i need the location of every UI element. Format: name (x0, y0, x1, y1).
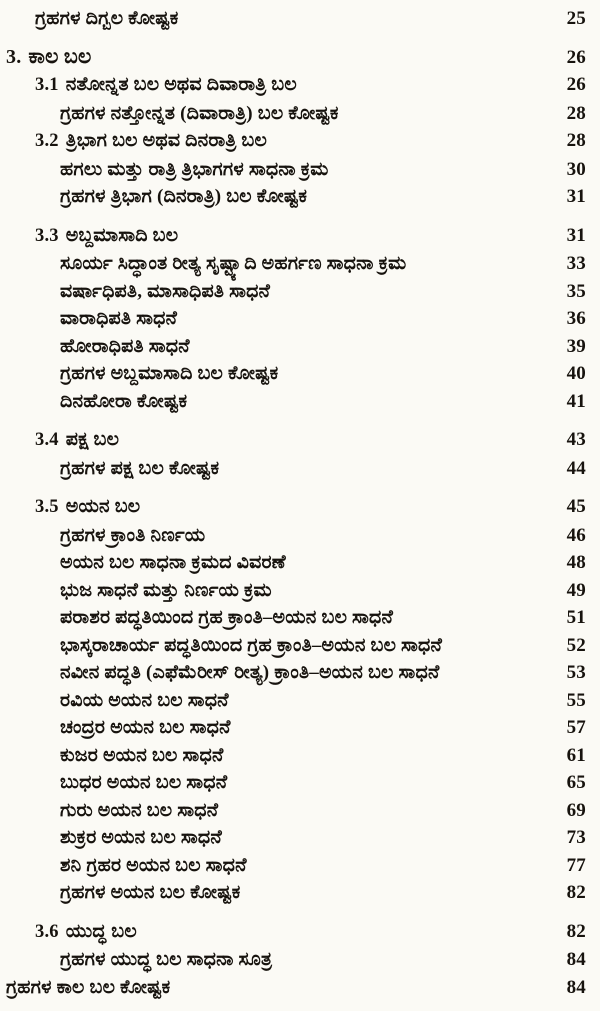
toc-item-number: 3.2 (35, 131, 59, 151)
toc-row (4, 222, 586, 251)
toc-item-label: ಕಾಲ ಬಲ (28, 45, 92, 68)
toc-item-label: ತ್ರಿಭಾಗ ಬಲ ಅಥವ ದಿನರಾತ್ರಿ ಬಲ (65, 130, 267, 151)
toc-row (4, 824, 586, 852)
toc-item-label: ಅಯನ ಬಲ (65, 496, 141, 517)
toc-row (4, 879, 586, 907)
toc-item-number: 3.3 (35, 225, 59, 246)
toc-row (4, 742, 586, 770)
toc-row (4, 360, 586, 388)
toc-item-label: ಭಾಸ್ಕರಾಚಾರ್ಯ ಪದ್ಧತಿಯಿಂದ ಗ್ರಹ ಕ್ರಾಂತಿ–ಅಯನ ಬಲ ಸಾಧನೆ (60, 634, 443, 656)
toc-page-number: 41 (566, 390, 586, 412)
toc-page-number: 26 (566, 74, 586, 95)
toc-row (4, 455, 586, 483)
toc-row (4, 305, 586, 333)
toc-row (4, 769, 586, 797)
toc-page-number: 61 (566, 744, 586, 766)
toc-page-number: 57 (566, 717, 586, 738)
toc-item-number: 3.1 (35, 75, 59, 95)
toc-row (4, 127, 586, 156)
toc-item-label: ಗುರು ಅಯನ ಬಲ ಸಾಧನೆ (60, 799, 219, 821)
toc-item-number: 3. (6, 45, 22, 68)
toc-row (4, 577, 586, 605)
toc-page-number: 45 (566, 496, 586, 517)
toc-row (4, 918, 586, 947)
toc-row (4, 493, 586, 522)
toc-page-number: 52 (566, 634, 586, 656)
toc-page-number: 53 (566, 662, 586, 683)
toc-row (4, 333, 586, 361)
toc-item-label: ವಾರಾಧಿಪತಿ ಸಾಧನೆ (60, 308, 178, 329)
toc-row (4, 156, 586, 184)
toc-page-number: 36 (566, 308, 586, 329)
toc-page-number: 30 (566, 158, 586, 180)
toc-page-number: 55 (566, 689, 586, 711)
toc-row (4, 71, 586, 100)
toc-item-label: ನತೋನ್ನತ ಬಲ ಅಥವ ದಿವಾರಾತ್ರಿ ಬಲ (65, 74, 297, 95)
toc-row (4, 852, 586, 880)
toc-row (4, 278, 586, 306)
toc-item-label: ಗ್ರಹಗಳ ದಿಗ್ಬಲ ಕೋಷ್ಟಕ (35, 8, 179, 29)
toc-page-number: 49 (566, 579, 586, 601)
toc-row (4, 659, 586, 687)
toc-page-number: 35 (566, 280, 586, 302)
toc-page-number: 44 (566, 457, 586, 479)
toc-item-label: ರವಿಯ ಅಯನ ಬಲ ಸಾಧನೆ (60, 689, 229, 711)
toc-page-number: 48 (566, 552, 586, 573)
toc-row (4, 5, 586, 33)
toc-list (4, 5, 586, 1001)
toc-item-label: ವರ್ಷಾಧಿಪತಿ, ಮಾಸಾಧಿಪತಿ ಸಾಧನೆ (60, 280, 271, 302)
toc-item-label: ಅಬ್ದಮಾಸಾದಿ ಬಲ (65, 224, 179, 246)
toc-item-label: ಯುದ್ಧ ಬಲ (65, 920, 137, 942)
toc-page-number: 73 (566, 827, 586, 848)
toc-page-number: 39 (566, 335, 586, 357)
toc-row (4, 522, 586, 550)
toc-item-label: ದಿನಹೋರಾ ಕೋಷ್ಟಕ (60, 390, 188, 412)
toc-row (4, 974, 586, 1002)
toc-row (4, 687, 586, 715)
toc-row (4, 549, 586, 577)
toc-row (4, 797, 586, 825)
toc-row (4, 632, 586, 660)
toc-row (4, 946, 586, 974)
toc-page-number: 69 (566, 799, 586, 821)
toc-page-number: 77 (566, 854, 586, 876)
toc-item-label: ಗ್ರಹಗಳ ಕಾಲ ಬಲ ಕೋಷ್ಟಕ (6, 976, 171, 998)
toc-page-number: 26 (566, 46, 586, 68)
toc-item-number: 3.5 (35, 497, 59, 517)
toc-row (4, 250, 586, 278)
toc-page-number: 43 (566, 429, 586, 450)
toc-row (4, 714, 586, 742)
toc-item-label: ಗ್ರಹಗಳ ನತ್ತೋನ್ನತ (ದಿವಾರಾತ್ರಿ) ಬಲ ಕೋಷ್ಟಕ (60, 102, 339, 124)
toc-item-label: ಹಗಲು ಮತ್ತು ರಾತ್ರಿ ತ್ರಿಭಾಗಗಳ ಸಾಧನಾ ಕ್ರಮ (60, 158, 329, 180)
toc-item-label: ಚಂದ್ರರ ಅಯನ ಬಲ ಸಾಧನೆ (60, 717, 231, 738)
toc-page-number: 46 (566, 524, 586, 546)
toc-page-number: 31 (566, 186, 586, 207)
toc-item-number: 3.4 (35, 430, 59, 450)
toc-item-label: ಹೋರಾಧಿಪತಿ ಸಾಧನೆ (60, 335, 190, 357)
toc-item-label: ನವೀನ ಪದ್ಧತಿ (ಎಫೆಮೆರೀಸ್ ರೀತ್ಯ) ಕ್ರಾಂತಿ–ಅಯನ ಬಲ ಸಾಧನೆ (60, 662, 440, 683)
toc-page-number: 51 (566, 607, 586, 628)
toc-row (4, 604, 586, 632)
toc-item-label: ಪರಾಶರ ಪದ್ಧತಿಯಿಂದ ಗ್ರಹ ಕ್ರಾಂತಿ–ಅಯನ ಬಲ ಸಾಧನೆ (60, 607, 394, 628)
toc-item-label: ಗ್ರಹಗಳ ಯುದ್ಧ ಬಲ ಸಾಧನಾ ಸೂತ್ರ (60, 949, 273, 970)
toc-page-number: 31 (566, 224, 586, 246)
toc-item-label: ಸೂರ್ಯ ಸಿದ್ಧಾಂತ ರೀತ್ಯ ಸೃಷ್ಟ್ಯಾದಿ ಅಹರ್ಗಣ ಸಾಧನಾ ಕ್ರಮ (60, 253, 407, 274)
toc-page-number: 84 (566, 949, 586, 970)
toc-item-label: ಶನಿ ಗ್ರಹರ ಅಯನ ಬಲ ಸಾಧನೆ (60, 854, 247, 876)
toc-item-label: ಪಕ್ಷ ಬಲ (65, 429, 120, 450)
toc-item-label: ಅಯನ ಬಲ ಸಾಧನಾ ಕ್ರಮದ ವಿವರಣೆ (60, 552, 286, 573)
toc-page-number: 40 (566, 363, 586, 384)
toc-item-label: ಗ್ರಹಗಳ ಕ್ರಾಂತಿ ನಿರ್ಣಯ (60, 524, 206, 546)
toc-row (4, 100, 586, 128)
toc-item-number: 3.6 (35, 921, 59, 942)
toc-item-label: ಗ್ರಹಗಳ ತ್ರಿಭಾಗ (ದಿನರಾತ್ರಿ) ಬಲ ಕೋಷ್ಟಕ (60, 186, 308, 207)
toc-page-number: 28 (566, 102, 586, 124)
toc-item-label: ಭುಜ ಸಾಧನೆ ಮತ್ತು ನಿರ್ಣಯ ಕ್ರಮ (60, 579, 272, 601)
toc-page-number: 65 (566, 772, 586, 793)
toc-row (4, 183, 586, 211)
toc-row (4, 388, 586, 416)
toc-page-number: 82 (566, 920, 586, 942)
toc-item-label: ಗ್ರಹಗಳ ಅಯನ ಬಲ ಕೋಷ್ಟಕ (60, 882, 241, 903)
toc-item-label: ಗ್ರಹಗಳ ಅಬ್ದಮಾಸಾದಿ ಬಲ ಕೋಷ್ಟಕ (60, 363, 279, 384)
toc-page-number: 33 (566, 253, 586, 274)
toc-item-label: ಬುಧರ ಅಯನ ಬಲ ಸಾಧನೆ (60, 772, 228, 793)
toc-item-label: ಗ್ರಹಗಳ ಪಕ್ಷ ಬಲ ಕೋಷ್ಟಕ (60, 457, 220, 479)
toc-page-number: 28 (566, 130, 586, 151)
toc-page-number: 82 (566, 882, 586, 903)
toc-item-label: ಶುಕ್ರರ ಅಯನ ಬಲ ಸಾಧನೆ (60, 827, 222, 848)
toc-row (4, 44, 586, 72)
toc-page-number: 25 (566, 8, 586, 29)
toc-row (4, 426, 586, 455)
toc-item-label: ಕುಜರ ಅಯನ ಬಲ ಸಾಧನೆ (60, 744, 224, 766)
toc-page-number: 84 (566, 976, 586, 998)
